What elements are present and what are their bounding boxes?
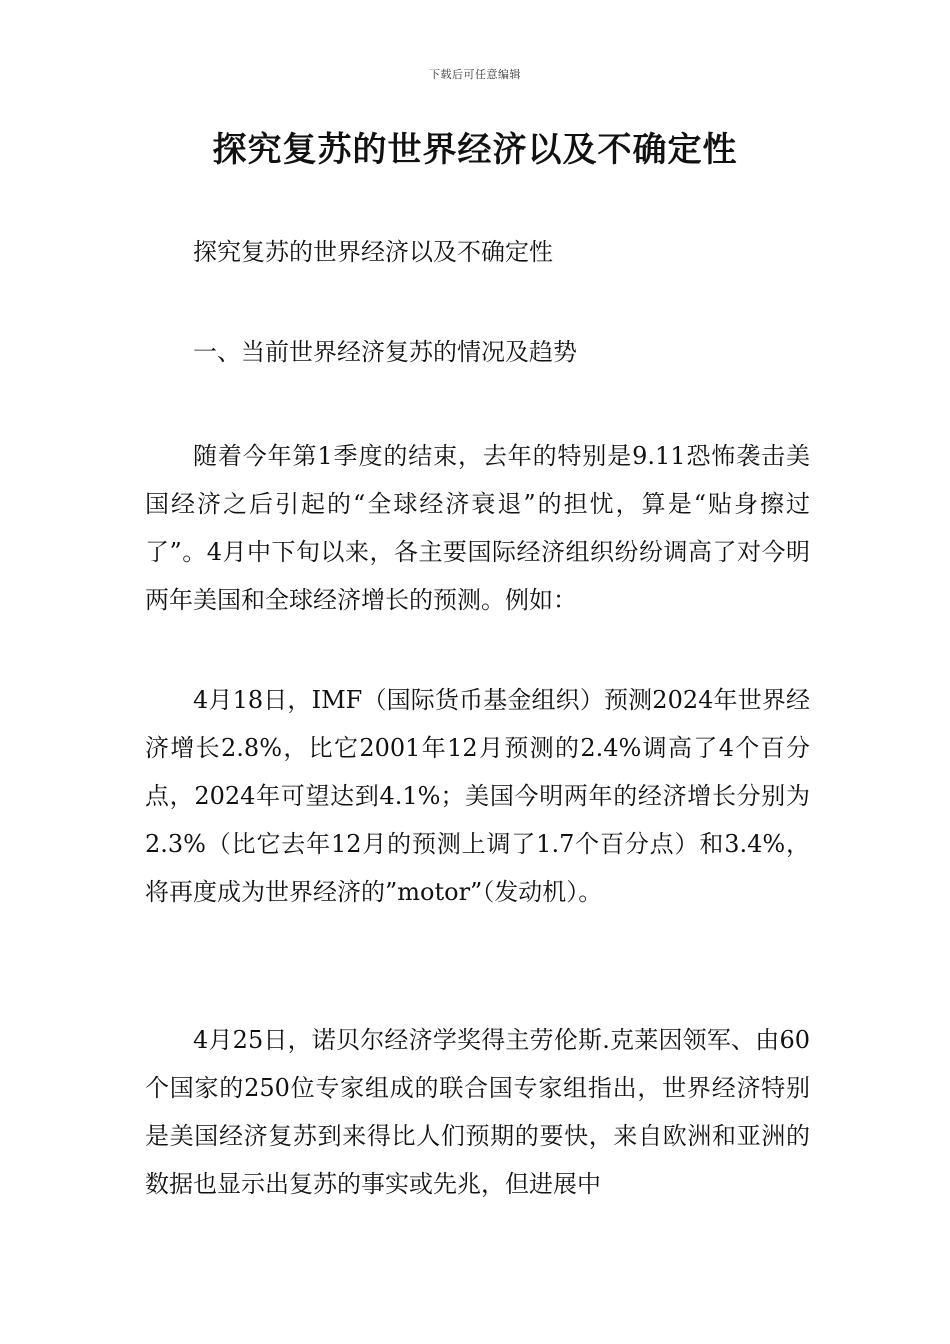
page-header-note: 下载后可任意编辑 [429, 68, 521, 81]
document-title: 探究复苏的世界经济以及不确定性 [212, 130, 738, 170]
document-subtitle: 探究复苏的世界经济以及不确定性 [193, 238, 553, 266]
paragraph: 随着今年第1季度的结束，去年的特别是9.11恐怖袭击美国经济之后引起的“全球经济衰退”的担忧，算是“贴身擦过了”。4月中下旬以来，各主要国际经济组织纷纷调高了对今明两年美国和全球经济增长的预测。例如： [145, 442, 810, 614]
section-heading: 一、当前世界经济复苏的情况及趋势 [193, 338, 577, 366]
paragraph: 4月25日，诺贝尔经济学奖得主劳伦斯.克莱因领军、由60个国家的250位专家组成的联合国专家组指出，世界经济特别是美国经济复苏到来得比人们预期的要快，来自欧洲和亚洲的数据也显示出复苏的事实或先兆，但进展中 [145, 1026, 810, 1198]
paragraph: 4月18日，IMF（国际货币基金组织）预测2024年世界经济增长2.8%，比它2001年12月预测的2.4%调高了4个百分点，2024年可望达到4.1%；美国今明两年的经济增长分别为2.3%（比它去年12月的预测上调了1.7个百分点）和3.4%，将再度成为世界经济的”motor”（发动机）。 [145, 686, 810, 906]
document-body [145, 228, 810, 1208]
